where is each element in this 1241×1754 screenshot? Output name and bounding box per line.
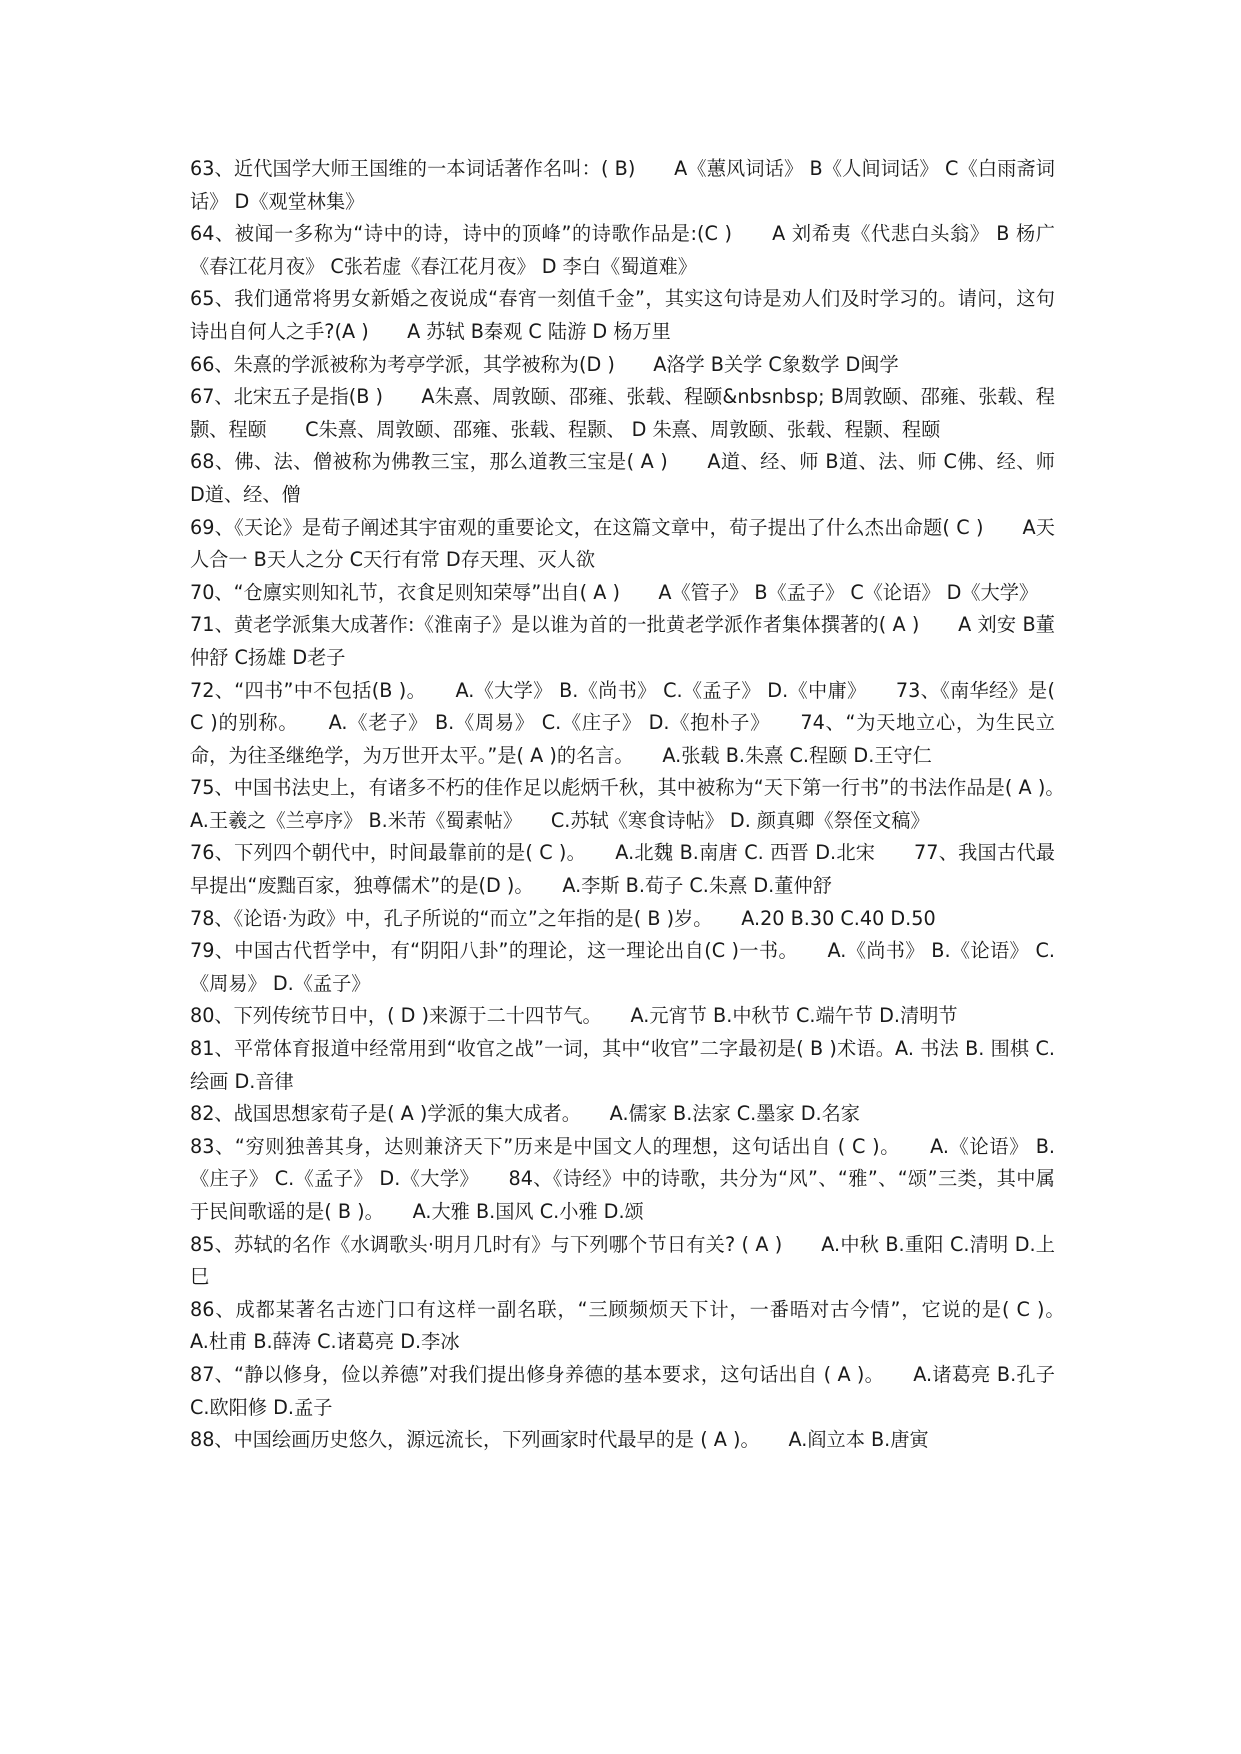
question-85: 85、苏轼的名作《水调歌头·明月几时有》与下列哪个节日有关? ( A ) A.中秋 B.重阳 C.清明 D.上巳	[190, 1232, 1055, 1289]
question-88: 88、中国绘画历史悠久，源远流长，下列画家时代最早的是 ( A )。 A.阎立本 B.唐寅	[190, 1428, 929, 1452]
question-68: 68、佛、法、僧被称为佛教三宝，那么道教三宝是( A ) A道、经、师 B道、法、师 C佛、经、师 D道、经、僧	[190, 450, 1055, 506]
question-75: 75、中国书法史上，有诸多不朽的佳作足以彪炳千秋，其中被称为“天下第一行书”的书法作品是( A )。 A.王羲之《兰亭序》 B.米芾《蜀素帖》 C.苏轼《寒食诗帖》 D. 颜真卿《祭侄文稿》	[190, 776, 1094, 832]
question-86: 86、成都某著名古迹门口有这样一副名联，“三顾频烦天下计，一番晤对古今情”，它说的是( C )。 A.杜甫 B.薛涛 C.诸葛亮 D.李冰	[190, 1297, 1094, 1354]
question-81: 81、平常体育报道中经常用到“收官之战”一词，其中“收官”二字最初是( B )术语。A. 书法 B. 围棋 C.绘画 D.音律	[190, 1037, 1055, 1093]
question-80: 80、下列传统节日中，( D )来源于二十四节气。 A.元宵节 B.中秋节 C.端午节 D.清明节	[190, 1004, 958, 1028]
question-78: 78、《论语·为政》中，孔子所说的“而立”之年指的是( B )岁。 A.20 B.30 C.40 D.50	[190, 906, 936, 930]
question-64: 64、被闻一多称为“诗中的诗，诗中的顶峰”的诗歌作品是:(C ) A 刘希夷《代悲白头翁》 B 杨广《春江花月夜》 C张若虚《春江花月夜》 D 李白《蜀道难》	[190, 222, 1055, 278]
question-76-77: 76、下列四个朝代中，时间最靠前的是( C )。 A.北魏 B.南唐 C. 西晋 D.北宋 77、我国古代最早提出“废黜百家，独尊儒术”的是(D )。 A.李斯 B.荀子 C.朱熹 D.董仲舒	[190, 841, 1055, 898]
question-72-74: 72、“四书”中不包括(B )。 A.《大学》 B.《尚书》 C.《孟子》 D.《中庸》 73、《南华经》是( C )的别称。 A.《老子》 B.《周易》 C.《庄子》 D.《抱朴子》 74、“为天地立心，为生民立命，为往圣继绝学，为万世开太平。”是( A )的名言。 A.张载 B.朱熹 C.程颐 D.王守仁	[190, 678, 1055, 767]
question-67: 67、北宋五子是指(B ) A朱熹、周敦颐、邵雍、张载、程颐&nbsnbsp; B周敦颐、邵雍、张载、程颢、程颐 C朱熹、周敦颐、邵雍、张载、程颢、 D 朱熹、周敦颐、张载、程颢、程颐	[190, 385, 1055, 441]
question-69: 69、《天论》是荀子阐述其宇宙观的重要论文，在这篇文章中，荀子提出了什么杰出命题( C ) A天人合一 B天人之分 C天行有常 D存天理、灭人欲	[190, 515, 1055, 572]
question-66: 66、朱熹的学派被称为考亭学派，其学被称为(D ) A洛学 B关学 C象数学 D闽学	[190, 352, 899, 376]
question-87: 87、“静以修身，俭以养德”对我们提出修身养德的基本要求，这句话出自 ( A )。 A.诸葛亮 B.孔子 C.欧阳修 D.孟子	[190, 1362, 1055, 1419]
question-65: 65、我们通常将男女新婚之夜说成“春宵一刻值千金”，其实这句诗是劝人们及时学习的。请问，这句诗出自何人之手?(A ) A 苏轼 B秦观 C 陆游 D 杨万里	[190, 287, 1055, 343]
question-79: 79、中国古代哲学中，有“阴阳八卦”的理论，这一理论出自(C )一书。 A.《尚书》 B.《论语》 C.《周易》 D.《孟子》	[190, 939, 1055, 995]
document-body	[190, 153, 1094, 1457]
question-82: 82、战国思想家荀子是( A )学派的集大成者。 A.儒家 B.法家 C.墨家 D.名家	[190, 1102, 860, 1126]
question-71: 71、黄老学派集大成著作:《淮南子》是以谁为首的一批黄老学派作者集体撰著的( A ) A 刘安 B董仲舒 C扬雄 D老子	[190, 613, 1055, 669]
question-63: 63、近代国学大师王国维的一本词话著作名叫：( B) A《蕙风词话》 B《人间词话》 C《白雨斋词话》 D《观堂林集》	[190, 157, 1055, 213]
question-70: 70、“仓廪实则知礼节，衣食足则知荣辱”出自( A ) A《管子》 B《孟子》 C《论语》 D《大学》	[190, 580, 1039, 604]
question-83-84: 83、“穷则独善其身，达则兼济天下”历来是中国文人的理想，这句话出自 ( C )。 A.《论语》 B.《庄子》 C.《孟子》 D.《大学》 84、《诗经》中的诗歌，共分为“风”、“雅”、“颂”三类，其中属于民间歌谣的是( B )。 A.大雅 B.国风 C.小雅 D.颂	[190, 1134, 1055, 1223]
